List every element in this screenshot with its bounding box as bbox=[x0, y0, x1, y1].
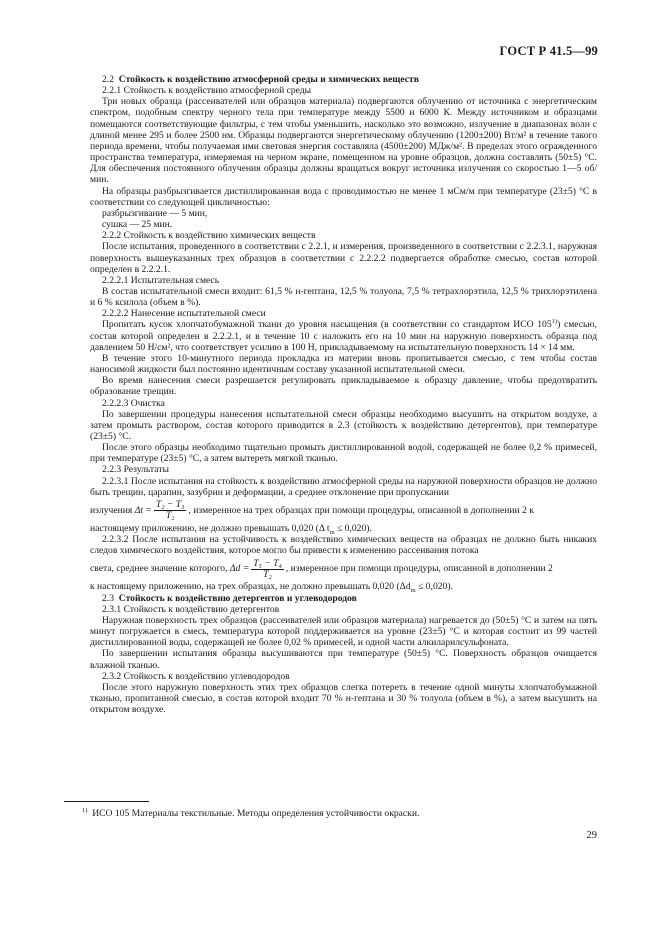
subsection-2-2-2-1: 2.2.2.1 Испытательная смесь bbox=[102, 274, 220, 286]
subsection-2-2-2: 2.2.2 Стойкость к воздействию химических веществ bbox=[102, 230, 316, 242]
section-heading-2-3: 2.3 Стойкость к воздействию детергентов и углеводородов bbox=[102, 592, 357, 604]
fraction-denominator: T₂ bbox=[263, 568, 272, 580]
subsection-2-2-2-3: 2.2.2.3 Очистка bbox=[102, 397, 165, 409]
subsection-2-2-1: 2.2.1 Стойкость к воздействию атмосферной среды bbox=[102, 85, 312, 97]
section-title-2-3: Стойкость к воздействию детергентов и углеводородов bbox=[118, 592, 357, 604]
paragraph: Три новых образца (рассеивателей или образцов материала) подвергаются облучению от источника с энергетическим спектром, подобным спектру черного тела при температуре между 5500 и 6000 К. Между источником и образцами помещаются соответствующие фильтры, с тем чтобы уменьшить, насколько это возможно, излучение в диапазонах волн с длиной менее 295 и более 2500 нм. Образцы подвергаются энергетическому облучению (1200±200) Вт/м² в течение такого периода времени, чтобы получаемая ими световая энергия составляла (4500±200) МДж/м². В пределах этого огражденного пространства температура, измеряемая на черном экране, помещенном на уровне образцов, должна составлять (50±5) °С. Для обеспечения постоянного облучения образцы должны вращаться вокруг источника излучения со скоростью 1—5 об/мин. bbox=[90, 96, 597, 186]
paragraph: По завершении испытания образцы высушиваются при температуре (50±5) °С. Поверхность образцов очищается влажной тканью. bbox=[90, 648, 597, 671]
formula-lhs: Δt = bbox=[134, 504, 152, 516]
fraction-numerator: T₅ − T₄ bbox=[253, 557, 282, 569]
subsection-2-2-2-2: 2.2.2.2 Нанесение испытательной смеси bbox=[102, 308, 266, 320]
formula-line: излучения Δt = $\frac{\text{T₂ − T₃}}{\text{T₂}}$ , измеренное на трех образцах при помощи процедуры, описанной в дополнении 2 к bbox=[90, 499, 534, 522]
list-item: разбрызгивание — 5 мин, bbox=[102, 207, 208, 219]
paragraph: Наружная поверхность трех образцов (рассеивателей или образцов материала) нагревается до (50±5) °С и затем на пять минут погружается в смесь, температура которой поддерживается на уровне (23±5) °С и которая состоит из 99 частей дистиллированной воды, содержащей не более 0,02 % примесей, и одной части алкиларилсульфоната. bbox=[90, 614, 597, 649]
section-heading-2-2: 2.2 Стойкость к воздействию атмосферной среды и химических веществ bbox=[102, 74, 419, 85]
footnote-mark: 1) bbox=[82, 806, 88, 814]
fraction bbox=[154, 500, 187, 521]
footnote-divider bbox=[64, 801, 149, 802]
page-number: 29 bbox=[586, 830, 597, 841]
list-item: сушка — 25 мин. bbox=[102, 219, 173, 231]
paragraph: В состав испытательной смеси входит: 61,5 % н-гептана, 12,5 % толуола, 7,5 % тетрахлорэтила, 12,5 % трихлорэтилена и 6 % ксилола (объем в %). bbox=[90, 285, 597, 309]
fraction-numerator: T₂ − T₃ bbox=[155, 499, 185, 511]
paragraph: После этого наружную поверхность этих трех образцов слегка потереть в течение одной минуты хлопчатобумажной тканью, пропитанной смесью, в состав которой входит 70 % н-гептана и 30 % толуола (объем в %), а затем высушить на открытом воздухе. bbox=[90, 681, 597, 716]
paragraph: к настоящему приложению, на трех образцах, не должно превышать 0,020 $(\Delta d_m \le 0,020)$. bbox=[90, 581, 453, 595]
fraction-denominator: T₂ bbox=[165, 510, 175, 522]
paragraph: После этого образцы необходимо тщательно промыть дистиллированной водой, содержащей не более 0,2 % примесей, при температуре (23±5) °С, а затем вытереть мягкой тканью. bbox=[90, 442, 597, 465]
section-title-2-2: Стойкость к воздействию атмосферной среды и химических веществ bbox=[118, 74, 419, 85]
paragraph: После испытания, проведенного в соответствии с 2.2.1, и измерения, произведенного в соответствии с 2.2.3.1, наружная поверхность вышеуказанных трех образцов в соответствии с 2.2.2.2 подвергается обработке смесью, состав которой определен в 2.2.2.1. bbox=[90, 241, 597, 275]
formula-line: света, среднее значение которого, Δd = $\frac{\text{T₅ − T₄}}{\text{T₂}}$ , измеренное при помощи процедуры, описанной в дополнении 2 bbox=[90, 557, 553, 580]
formula-lhs: Δd = bbox=[229, 563, 250, 575]
document-id-header: ГОСТ Р 41.5—99 bbox=[499, 44, 598, 58]
fraction bbox=[251, 559, 284, 580]
paragraph: Во время нанесения смеси разрешается регулировать прикладываемое к образцу давление, чтобы предотвратить образование трещин. bbox=[90, 375, 597, 398]
footnote-ref: 1) bbox=[551, 318, 558, 326]
paragraph: В течение этого 10-минутного периода прокладка из материи вновь пропитывается смесью, с тем чтобы состав наносимой жидкости был постоянно идентичным составу указанной испытательной смеси. bbox=[90, 352, 597, 376]
subsection-2-2-3: 2.2.3 Результаты bbox=[102, 464, 169, 476]
paragraph: 2.2.3.2 После испытания на устойчивость к воздействию химических веществ на образцах не должно быть никаких следов химического воздействия, которое могло бы привести к изменению рассеивания потока bbox=[90, 534, 597, 557]
paragraph: На образцы разбрызгивается дистиллированная вода с проводимостью не менее 1 мСм/м при температуре (23±5) °С в соответствии со следующей цикличностью: bbox=[90, 185, 597, 208]
paragraph: 2.2.3.1 После испытания на стойкость к воздействию атмосферной среды на наружной поверхности образцов не должно быть трещин, царапин, зазубрин и деформации, а среднее отклонение при пропускании bbox=[90, 475, 597, 498]
paragraph: настоящему приложению, не должно превышать 0,020 (Δ $t_m \le 0,020$). bbox=[90, 522, 372, 536]
paragraph: По завершении процедуры нанесения испытательной смеси образцы необходимо высушить на открытом воздухе, а затем промыть раствором, состав которого приводится в 2.3 (стойкость к воздействию детергентов), при температуре (23±5) °С. bbox=[90, 408, 597, 442]
paragraph: Пропитать кусок хлопчатобумажной ткани до уровня насыщения (в соответствии со стандартом ИСО 105$^{1)}$) смесью, состав которой определен в 2.2.2.1, и в течение 10 с наложить его на 10 мин на наружную поверхность образца под давлением 50 Н/см², что соответствует усилию в 100 Н, прикладываемому на испытательную поверхность 14 × 14 мм. bbox=[90, 318, 597, 353]
subsection-2-3-2: 2.3.2 Стойкость к воздействию углеводородов bbox=[102, 670, 290, 682]
document-body bbox=[90, 74, 597, 715]
footnote-text: ИСО 105 Материалы текстильные. Методы определения устойчивости окраски. bbox=[92, 808, 420, 819]
subsection-2-3-1: 2.3.1 Стойкость к воздействию детергентов bbox=[102, 603, 280, 615]
footnote bbox=[82, 808, 419, 819]
